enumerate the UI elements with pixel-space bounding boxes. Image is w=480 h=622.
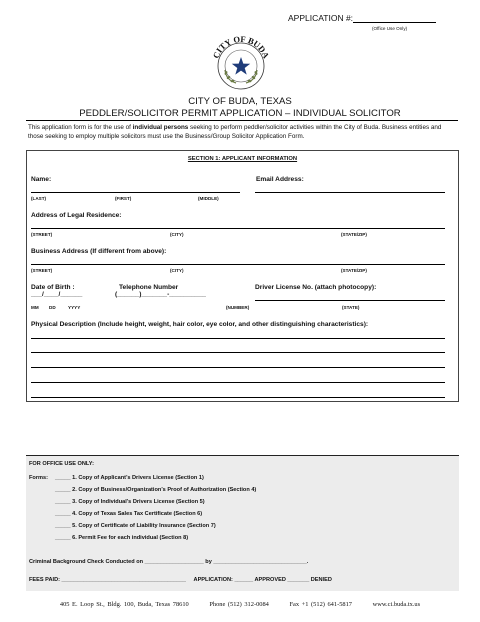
business-state-zip-caption: (STATE/ZIP) [341,268,367,273]
footer-phone: Phone (512) 312-0084 [209,601,269,608]
telephone-field[interactable]: (______)_______-__________ [115,291,206,298]
section-1-heading: SECTION 1: APPLICANT INFORMATION [187,156,298,162]
city-seal-logo [206,28,276,98]
office-use-heading: FOR OFFICE USE ONLY: [29,461,94,467]
residence-street-caption: (STREET) [31,232,53,237]
form-title: PEDDLER/SOLICITOR PERMIT APPLICATION – INDIVIDUAL SOLICITOR [79,108,401,119]
residence-label: Address of Legal Residence: [31,212,122,219]
business-address-field[interactable] [31,264,445,265]
footer-contact [0,601,480,608]
forms-label: Forms: [29,475,48,481]
form-checklist-item[interactable]: _____ 2. Copy of Business/Organization’s Proof of Authorization (Section 4) [55,487,257,493]
residence-city-caption: (CITY) [170,232,184,237]
dob-field[interactable]: ___/____/______ [31,291,83,298]
dob-label: Date of Birth : [31,284,75,291]
intro-text-end: seeking to perform peddler/solicitor activities within the City of Buda. Business entities and those seeking to employ multiple solicitors must use the Business/Group Solicitor Application Form. [28,124,442,140]
title-divider [26,120,458,121]
form-checklist-item[interactable]: _____ 1. Copy of Applicant’s Drivers License (Section 1) [55,475,204,481]
name-last-caption: (LAST) [31,196,47,201]
residence-address-field[interactable] [31,228,445,229]
physical-description-line[interactable] [31,382,445,383]
application-number-line[interactable] [353,14,436,23]
form-checklist-item[interactable]: _____ 3. Copy of Individual’s Drivers License (Section 5) [55,499,205,505]
physical-description-line[interactable] [31,338,445,339]
application-number-field[interactable] [288,13,436,23]
application-number-label: APPLICATION #: [288,13,354,23]
footer-address: 405 E. Loop St., Bldg. 100, Buda, Texas 78610 [59,601,189,608]
office-use-note: (Office Use Only) [372,26,408,31]
dob-dd-caption: DD [49,305,56,310]
dob-mm-caption: MM [31,305,39,310]
residence-state-zip-caption: (STATE/ZIP) [341,232,367,237]
email-field[interactable] [255,192,445,193]
footer-fax: Fax +1 (512) 641-5817 [289,601,352,608]
intro-paragraph [28,123,458,141]
driver-license-field[interactable] [255,300,445,301]
name-first-caption: (FIRST) [115,196,132,201]
business-street-caption: (STREET) [31,268,53,273]
city-title: CITY OF BUDA, TEXAS [188,96,292,107]
email-label: Email Address: [256,176,304,183]
form-checklist-item[interactable]: _____ 4. Copy of Texas Sales Tax Certificate (Section 6) [55,511,203,517]
business-address-label: Business Address (If different from above): [31,248,167,255]
fees-approval-line[interactable]: FEES PAID: ________________________________________ APPLICATION: ______ APPROVED _______ DENIED [29,577,332,583]
intro-text-start: This application form is for the use of [28,124,133,131]
intro-emphasis: individual persons [132,124,189,131]
form-checklist-item[interactable]: _____ 5. Copy of Certificate of Liability Insurance (Section 7) [55,523,216,529]
office-use-section [26,455,459,591]
physical-description-line[interactable] [31,352,445,353]
footer-website: www.ci.buda.tx.us [372,601,421,608]
physical-description-line[interactable] [31,397,445,398]
dl-state-caption: (STATE) [342,305,360,310]
physical-description-label: Physical Description (Include height, weight, hair color, eye color, and other distinguishing characteristics): [31,321,369,328]
name-label: Name: [31,176,52,183]
dob-yyyy-caption: YYYY [68,305,81,310]
background-check-line[interactable]: Criminal Background Check Conducted on ___________________ by ______________________________. [29,559,309,565]
form-checklist-item[interactable]: _____ 6. Permit Fee for each individual (Section 8) [55,535,189,541]
driver-license-label: Driver License No. (attach photocopy): [255,284,377,291]
physical-description-line[interactable] [31,367,445,368]
dl-number-caption: (NUMBER) [226,305,250,310]
svg-text:CITY OF BUDA: CITY OF BUDA [210,33,272,60]
applicant-information-section [26,150,459,402]
business-city-caption: (CITY) [170,268,184,273]
name-field[interactable] [31,192,240,193]
name-middle-caption: (MIDDLE) [198,196,219,201]
telephone-label: Telephone Number [119,284,179,291]
